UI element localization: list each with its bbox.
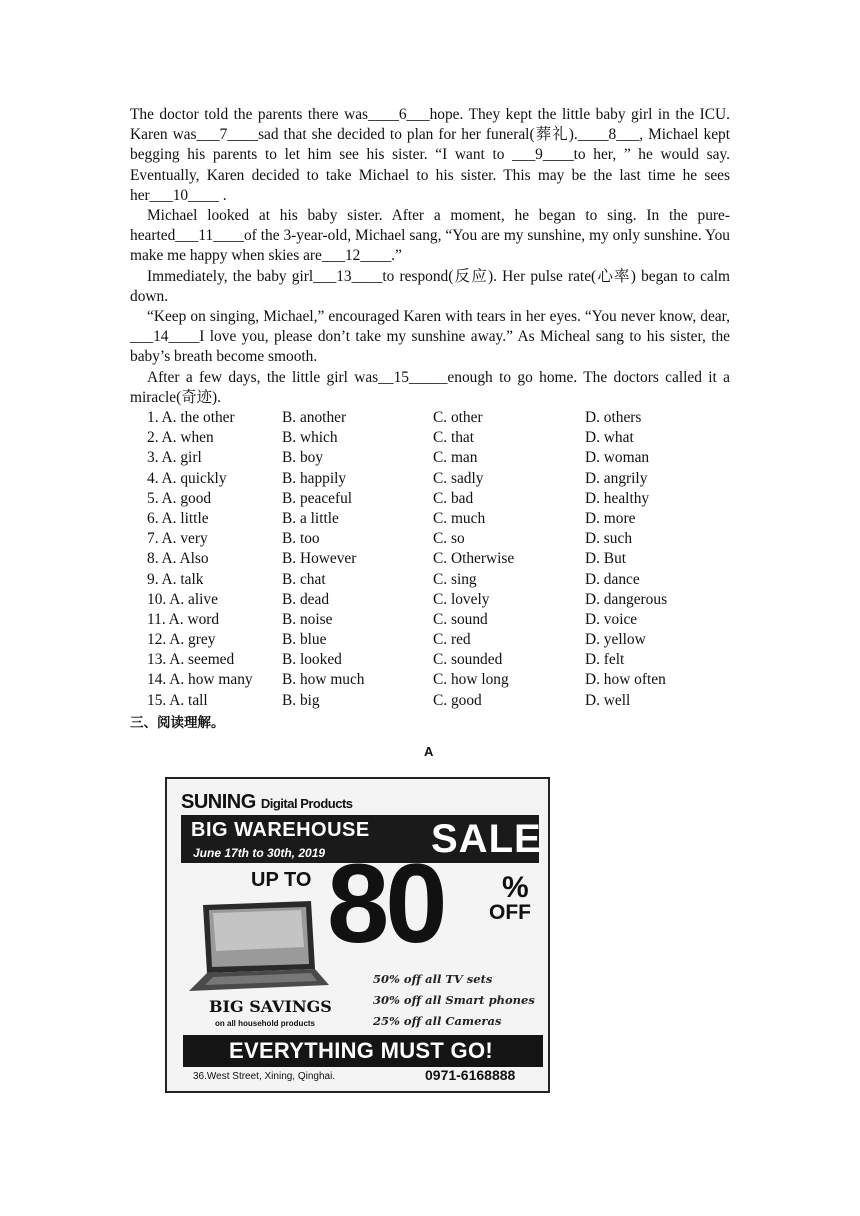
option-choice: B. a little [282, 509, 339, 527]
ad-offer-item: 25% off all Cameras [373, 1014, 502, 1028]
option-row [130, 428, 730, 448]
option-row [130, 670, 730, 690]
option-choice: D. how often [585, 671, 666, 689]
passage-paragraph-4: “Keep on singing, Michael,” encouraged Karen with tears in her eyes. “You never know, dear, ___14____I love you, please don’t take my sunshine away.” As Micheal sang to his sister, the baby’s breath become smooth. [130, 308, 730, 366]
option-row [130, 570, 730, 590]
ad-offer-item: 50% off all TV sets [373, 972, 493, 986]
option-choice: D. woman [585, 449, 650, 467]
advertisement-image [165, 777, 550, 1093]
option-choice: B. noise [282, 610, 333, 628]
option-choice: C. red [433, 631, 471, 649]
passage-paragraph-2: Michael looked at his baby sister. After a moment, he began to sing. In the pure-hearted___11____of the 3-year-old, Michael sang, “You are my sunshine, my only sunshine. You make me happy when skies are___12____.” [130, 207, 730, 265]
option-choice: D. well [585, 691, 631, 709]
option-choice: B. blue [282, 631, 327, 649]
options-list [130, 408, 730, 711]
option-choice: 2. A. when [147, 429, 214, 447]
option-choice: 8. A. Also [147, 550, 209, 568]
option-choice: C. Otherwise [433, 550, 515, 568]
document-page [130, 105, 730, 733]
option-choice: B. big [282, 691, 320, 709]
option-choice: B. peaceful [282, 489, 353, 507]
passage-paragraph-5: After a few days, the little girl was__15_____enough to go home. The doctors called it a miracle(奇迹). [130, 368, 730, 406]
option-choice: C. sounded [433, 651, 503, 669]
option-choice: 4. A. quickly [147, 469, 227, 487]
ad-phone: 0971-6168888 [425, 1067, 516, 1083]
ad-headline: BIG WAREHOUSE [191, 819, 370, 841]
option-choice: B. how much [282, 671, 365, 689]
option-row [130, 509, 730, 529]
option-row [130, 630, 730, 650]
ad-brand [181, 791, 353, 814]
passage-paragraph-1: The doctor told the parents there was____6___hope. They kept the little baby girl in the ICU. Karen was___7____sad that she decided to plan for her funeral(葬礼).____8___, Michael kept begging his parents to let him see his sister. “I want to ___9____to her, ” he would say. Eventually, Karen decided to take Michael to his sister. This may be the last time he sees her___10____ . [130, 106, 730, 204]
option-choice: C. that [433, 429, 475, 447]
passage-paragraph-3: Immediately, the baby girl___13____to respond(反应). Her pulse rate(心率) began to calm down. [130, 267, 730, 305]
section-title: 三、阅读理解。 [130, 714, 225, 731]
option-row [130, 489, 730, 509]
option-choice: 7. A. very [147, 530, 208, 548]
option-choice: D. healthy [585, 489, 650, 507]
ad-bottom-text: EVERYTHING MUST GO! [229, 1038, 494, 1063]
option-choice: B. too [282, 530, 320, 548]
option-choice: 3. A. girl [147, 449, 202, 467]
option-choice: 10. A. alive [147, 590, 218, 608]
option-choice: 9. A. talk [147, 570, 204, 588]
ad-percent-value: 80 [327, 841, 444, 966]
option-choice: D. what [585, 429, 634, 447]
option-choice: 13. A. seemed [147, 651, 235, 669]
option-choice: B. looked [282, 651, 342, 669]
ad-offer-item: 30% off all Smart phones [373, 993, 535, 1007]
option-choice: 1. A. the other [147, 409, 235, 427]
option-choice: D. such [585, 530, 633, 548]
option-choice: C. bad [433, 489, 474, 507]
option-choice: D. voice [585, 610, 638, 628]
option-choice: B. another [282, 409, 347, 427]
option-choice: C. sadly [433, 469, 484, 487]
option-choice: 15. A. tall [147, 691, 208, 709]
option-choice: C. much [433, 509, 486, 527]
passage-letter: A [424, 744, 434, 759]
ad-brand-name: SUNING [181, 791, 256, 813]
option-choice: C. other [433, 409, 483, 427]
ad-savings-sub: on all household products [215, 1019, 315, 1028]
option-row [130, 529, 730, 549]
option-choice: B. happily [282, 469, 347, 487]
option-choice: D. others [585, 409, 642, 427]
ad-brand-sub: Digital Products [260, 796, 353, 811]
ad-up-to: UP TO [251, 869, 312, 891]
ad-dates: June 17th to 30th, 2019 [193, 846, 326, 860]
option-choice: C. sing [433, 570, 477, 588]
option-choice: 14. A. how many [147, 671, 253, 689]
ad-address: 36.West Street, Xining, Qinghai. [193, 1071, 336, 1082]
option-row [130, 408, 730, 428]
ad-percent-sign: % [502, 871, 529, 904]
option-row [130, 469, 730, 489]
ad-off: OFF [489, 901, 531, 924]
option-row [130, 448, 730, 468]
option-choice: B. However [282, 550, 357, 568]
option-choice: 11. A. word [147, 610, 220, 628]
option-choice: D. more [585, 509, 636, 527]
option-choice: 5. A. good [147, 489, 212, 507]
option-row [130, 610, 730, 630]
option-choice: B. which [282, 429, 338, 447]
option-choice: B. boy [282, 449, 324, 467]
option-choice: C. lovely [433, 590, 490, 608]
option-row [130, 590, 730, 610]
ad-bottom-banner [183, 1035, 543, 1067]
option-choice: B. dead [282, 590, 330, 608]
option-row [130, 549, 730, 569]
option-choice: 6. A. little [147, 509, 209, 527]
option-choice: C. man [433, 449, 478, 467]
option-choice: D. angrily [585, 469, 648, 487]
option-choice: D. dangerous [585, 590, 668, 608]
option-choice: B. chat [282, 570, 326, 588]
ad-offers [373, 969, 535, 1032]
option-row [130, 650, 730, 670]
option-choice: C. so [433, 530, 465, 548]
option-row [130, 691, 730, 711]
option-choice: D. felt [585, 651, 625, 669]
option-choice: D. dance [585, 570, 640, 588]
ad-sale: SALE [431, 817, 542, 861]
option-choice: C. good [433, 691, 482, 709]
ad-savings: BIG SAVINGS [209, 997, 332, 1016]
option-choice: 12. A. grey [147, 631, 216, 649]
laptop-icon [183, 899, 333, 994]
option-choice: C. sound [433, 610, 488, 628]
option-choice: D. yellow [585, 631, 646, 649]
option-choice: D. But [585, 550, 627, 568]
option-choice: C. how long [433, 671, 509, 689]
